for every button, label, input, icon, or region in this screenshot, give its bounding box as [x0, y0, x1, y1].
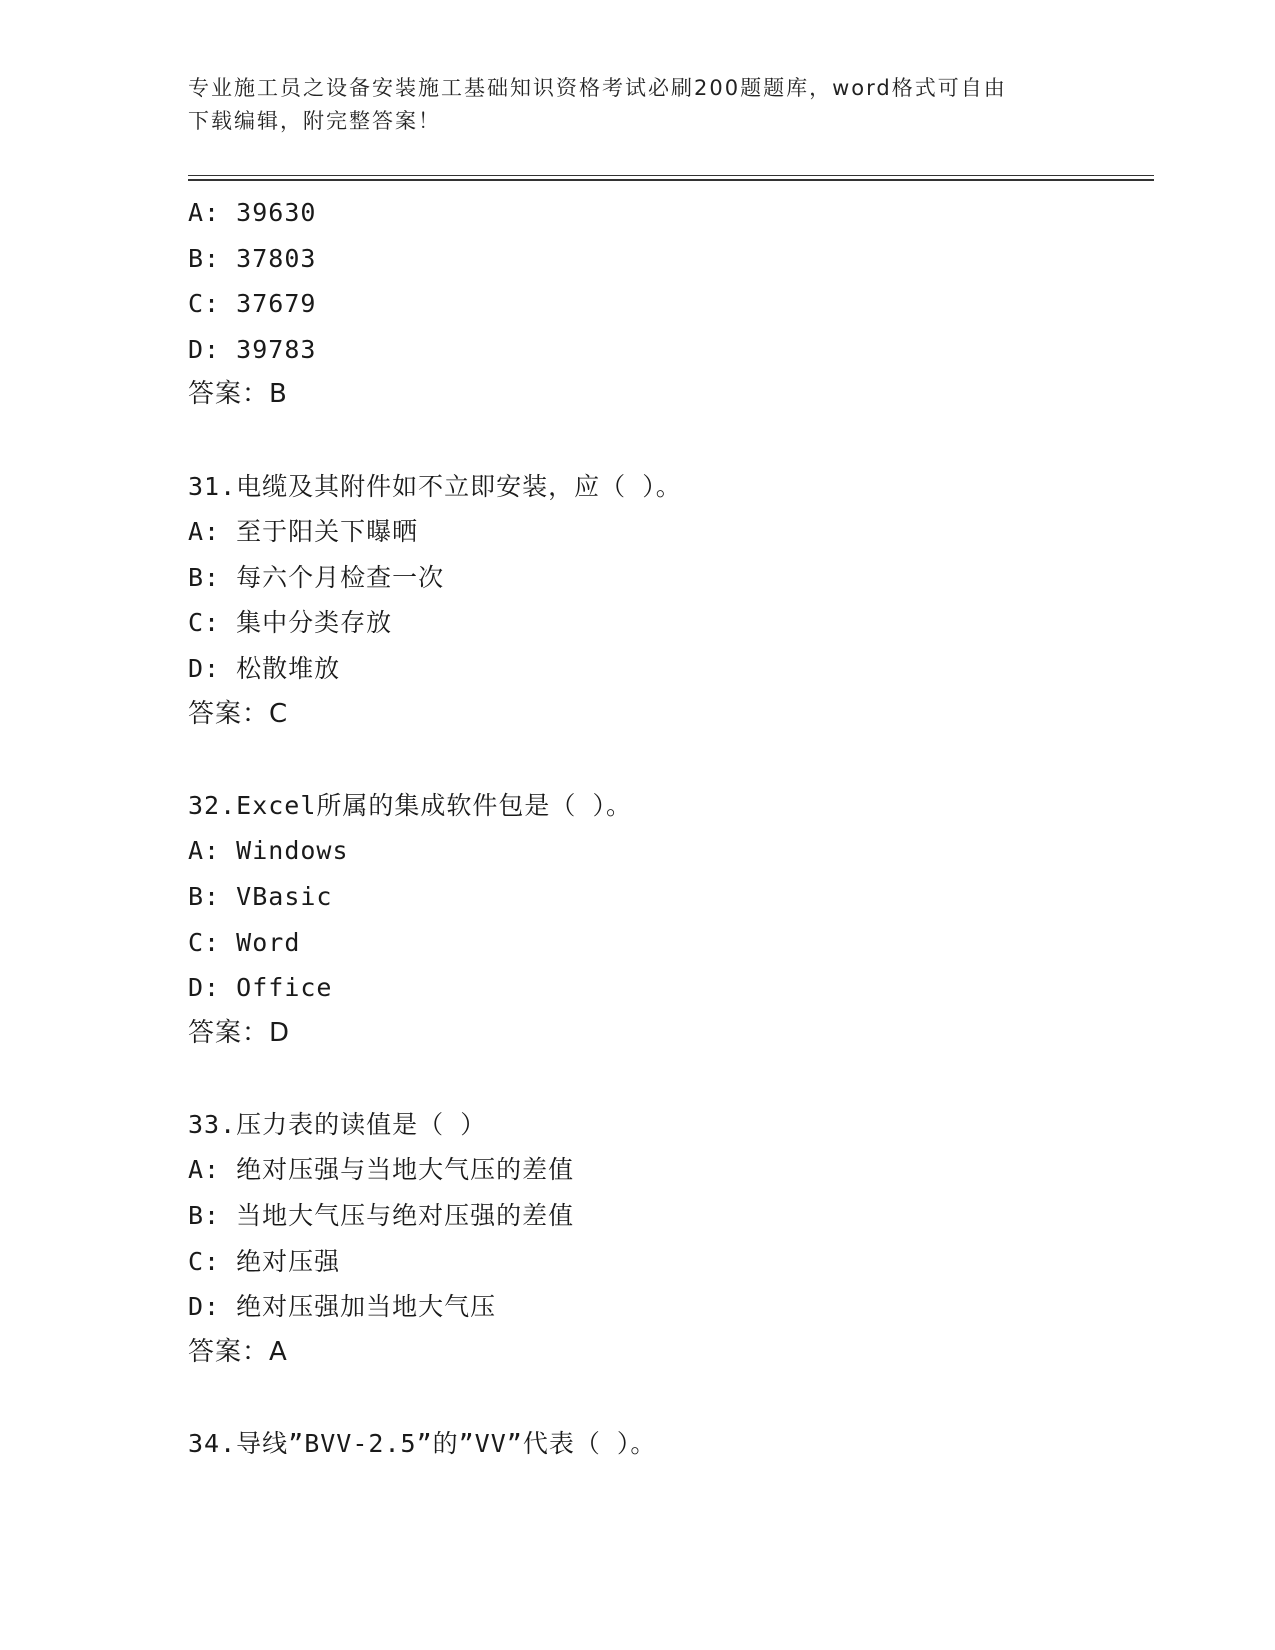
- spacer: [188, 418, 1148, 464]
- question-text: 33.压力表的读值是（ ）: [188, 1109, 487, 1139]
- spacer: [188, 1375, 1148, 1421]
- option-d: [188, 327, 1148, 373]
- option-d: [188, 646, 1148, 692]
- option-text: 37803: [236, 243, 317, 273]
- option-label: C:: [188, 1246, 221, 1276]
- option-label: B:: [188, 881, 221, 911]
- option-d: [188, 1284, 1148, 1330]
- option-text: 当地大气压与绝对压强的差值: [236, 1201, 575, 1231]
- option-text: VBasic: [236, 881, 333, 911]
- option-b: [188, 236, 1148, 282]
- option-text: Office: [236, 973, 333, 1003]
- option-text: 绝对压强: [236, 1246, 341, 1276]
- option-label: D:: [188, 973, 221, 1003]
- question-block: [188, 1102, 1148, 1376]
- option-c: [188, 600, 1148, 646]
- option-label: B:: [188, 1201, 221, 1231]
- option-a: [188, 1147, 1148, 1193]
- answer-line: 答案：C: [188, 698, 289, 729]
- answer-line: 答案：A: [188, 1336, 288, 1367]
- option-a: [188, 190, 1148, 236]
- answer-line: 答案：B: [188, 379, 288, 410]
- option-text: 39783: [236, 334, 317, 364]
- option-text: 至于阳关下曝晒: [236, 517, 419, 547]
- question-text: 32.Excel所属的集成软件包是（ ）。: [188, 790, 632, 820]
- document-header: [188, 72, 1088, 138]
- option-label: C:: [188, 289, 221, 319]
- option-b: [188, 874, 1148, 920]
- question-text: 31.电缆及其附件如不立即安装，应（ ）。: [188, 471, 682, 501]
- option-text: Word: [236, 927, 301, 957]
- spacer: [188, 1056, 1148, 1102]
- header-line-1: 专业施工员之设备安装施工基础知识资格考试必刷200题题库，word格式可自由: [188, 76, 1007, 100]
- header-line-2: 下载编辑，附完整答案！: [188, 109, 441, 133]
- answer-line: 答案：D: [188, 1017, 291, 1048]
- option-label: D:: [188, 1292, 221, 1322]
- header-divider-thick: [188, 179, 1154, 181]
- option-text: 松散堆放: [236, 653, 341, 683]
- option-c: [188, 281, 1148, 327]
- question-block: [188, 783, 1148, 1057]
- option-label: C:: [188, 927, 221, 957]
- option-label: D:: [188, 653, 221, 683]
- option-text: 集中分类存放: [236, 608, 393, 638]
- option-label: A:: [188, 836, 221, 866]
- question-list: [188, 190, 1148, 1467]
- question-block: [188, 190, 1148, 418]
- option-label: D:: [188, 334, 221, 364]
- option-c: [188, 920, 1148, 966]
- spacer: [188, 737, 1148, 783]
- option-b: [188, 1193, 1148, 1239]
- option-label: B:: [188, 562, 221, 592]
- option-d: [188, 965, 1148, 1011]
- option-a: [188, 828, 1148, 874]
- option-c: [188, 1239, 1148, 1285]
- header-divider-thin: [188, 175, 1154, 176]
- question-block: [188, 1421, 1148, 1467]
- option-a: [188, 509, 1148, 555]
- option-label: B:: [188, 243, 221, 273]
- option-label: A:: [188, 517, 221, 547]
- option-text: 每六个月检查一次: [236, 562, 445, 592]
- option-text: 39630: [236, 198, 317, 227]
- option-label: C:: [188, 608, 221, 638]
- option-text: 绝对压强与当地大气压的差值: [236, 1155, 575, 1185]
- option-b: [188, 555, 1148, 601]
- option-text: 绝对压强加当地大气压: [236, 1292, 497, 1322]
- option-text: 37679: [236, 289, 317, 319]
- option-label: A:: [188, 198, 221, 227]
- question-block: [188, 464, 1148, 738]
- question-text: 34.导线”BVV-2.5”的”VV”代表（ ）。: [188, 1429, 657, 1459]
- option-label: A:: [188, 1155, 221, 1185]
- option-text: Windows: [236, 836, 349, 866]
